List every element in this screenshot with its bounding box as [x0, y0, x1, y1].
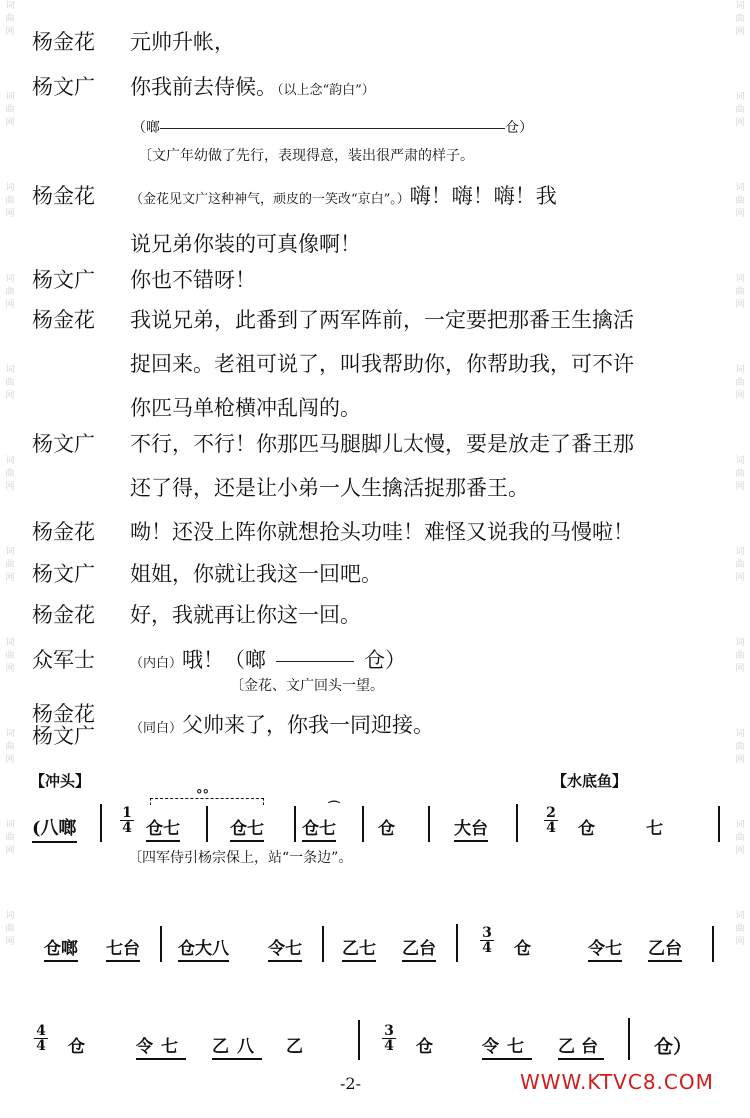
speaker-name: 杨金花	[32, 520, 95, 544]
speaker-name: 杨金花	[32, 603, 95, 627]
gong-close: 仓）	[505, 120, 533, 136]
score-cell: 仓	[514, 939, 531, 959]
bar-line	[428, 806, 430, 842]
ts-denominator: 4	[384, 1038, 394, 1054]
speaker-name: 杨金花	[32, 30, 95, 54]
score-cell: 令七	[268, 934, 302, 962]
site-watermark: WWW.KTVC8.COM	[520, 1070, 714, 1094]
ts-numerator: 3	[382, 1024, 396, 1039]
speech-cont: 捉回来。老祖可说了，叫我帮助你，你帮助我，可不许	[130, 352, 634, 376]
dialogue-line	[32, 308, 724, 428]
dialogue-line	[32, 268, 724, 298]
time-signature	[34, 1024, 48, 1053]
bar-line	[358, 1020, 360, 1060]
time-signature	[382, 1024, 396, 1053]
speech-text: 你也不错呀！	[130, 268, 256, 292]
speech-main: 我说兄弟，此番到了两军阵前，一定要把那番王生擒活	[130, 308, 634, 332]
bar-line	[712, 926, 714, 962]
dialogue-line	[32, 30, 724, 60]
dialogue-line	[32, 184, 724, 254]
speech-text	[130, 422, 724, 510]
score-cell: 仓七	[230, 814, 264, 842]
score-cell: 七台	[106, 934, 140, 962]
speaker-name: 杨文广	[32, 432, 95, 456]
speaker-name: 杨金花	[32, 702, 95, 726]
ts-numerator: 4	[34, 1024, 48, 1039]
ts-denominator: 4	[546, 820, 556, 836]
stage-note: （金花见文广这种神气，顽皮的一笑改“京白”。）	[130, 192, 410, 207]
speaker-name: 杨文广	[32, 75, 95, 99]
score-cell: 仓	[68, 1037, 85, 1057]
score-row	[32, 788, 732, 852]
percussion-label: 【冲头】	[30, 772, 91, 790]
speech-main: 哦！（啷	[182, 648, 267, 672]
speech-text	[130, 638, 724, 686]
score-cell: (八啷	[32, 814, 77, 843]
speech-main: 不行，不行！你那匹马腿脚儿太慢，要是放走了番王那	[130, 432, 634, 456]
stage-note: （内白）	[130, 656, 183, 671]
score-cell: 乙台	[558, 1032, 604, 1060]
stage-direction: 〔四军侍引杨宗保上，站“一条边”。	[128, 850, 353, 866]
speech-text: 元帅升帐，	[130, 30, 235, 54]
ts-numerator: 1	[120, 806, 134, 821]
speaker-name: 杨金花	[32, 184, 95, 208]
ts-denominator: 4	[482, 940, 492, 956]
stage-direction: 〔文广年幼做了先行，表现得意，装出很严肃的样子。	[138, 148, 474, 164]
bar-line	[294, 806, 296, 842]
percussion-label: 【水底鱼】	[552, 772, 628, 790]
dots-mark: °°	[196, 788, 209, 803]
score-cell: 仓	[378, 819, 395, 839]
score-row	[32, 912, 732, 972]
page-number: -2-	[340, 1074, 361, 1093]
speaker-name: 杨文广	[32, 562, 95, 586]
speech-main: 嗨！嗨！嗨！我	[409, 184, 557, 208]
speech-cont: 说兄弟你装的可真像啊！	[130, 232, 361, 256]
ts-denominator: 4	[36, 1038, 46, 1054]
bar-line	[628, 1018, 630, 1060]
bar-line	[516, 804, 518, 842]
score-cell: 令七	[482, 1032, 532, 1060]
ts-numerator: 2	[544, 806, 558, 821]
score-cell: 令七	[588, 934, 622, 962]
speaker-name: 杨文广	[32, 724, 95, 748]
speaker-names	[32, 703, 128, 747]
score-cell: 仓	[416, 1037, 433, 1057]
bar-line	[100, 804, 102, 842]
time-signature	[480, 926, 494, 955]
speech-text: 呦！还没上阵你就想抢头功哇！难怪又说我的马慢啦！	[130, 520, 634, 544]
dialogue-line	[32, 603, 724, 633]
stage-note: （以上念“韵白”）	[277, 83, 375, 98]
stage-direction: 〔金花、文广回头一望。	[230, 678, 384, 694]
watermark-left: 词 曲 网 词 曲 网 词 曲 网 词 曲 网 词 曲 网 词 曲 网 词 曲 网 词 曲 网 词 曲 网 词 曲 网 词 曲 网	[5, 1, 15, 947]
score-cell: 七	[646, 819, 663, 839]
speaker-name: 杨文广	[32, 268, 95, 292]
score-cell: 令七	[136, 1032, 186, 1060]
time-signature	[544, 806, 558, 835]
speech-text	[130, 65, 724, 113]
dialogue-line	[32, 648, 724, 678]
score-cell: 仓啷	[44, 934, 78, 962]
score-cell: 大台	[454, 814, 488, 842]
gong-notation	[132, 118, 533, 138]
dialogue-line	[32, 520, 724, 550]
bar-line	[206, 806, 208, 842]
dialogue-line	[32, 75, 724, 105]
bar-line	[160, 926, 162, 962]
bar-line	[322, 926, 324, 962]
score-cell: 仓）	[654, 1036, 693, 1058]
stage-note: （同白）	[130, 721, 183, 736]
score-row	[32, 1012, 732, 1072]
speech-text	[130, 174, 724, 266]
gong-open: （啷	[132, 120, 160, 136]
bar-line	[362, 806, 364, 842]
watermark-right: 词 曲 网 词 曲 网 词 曲 网 词 曲 网 词 曲 网 词 曲 网 词 曲 网 词 曲 网 词 曲 网 词 曲 网 词 曲 网	[735, 1, 745, 947]
ts-denominator: 4	[122, 820, 132, 836]
score-cell: 乙八	[212, 1032, 262, 1060]
speaker-name: 众军士	[32, 648, 95, 672]
fermata: ⌒	[328, 800, 341, 814]
dialogue-line	[32, 562, 724, 592]
bar-line	[456, 924, 458, 962]
gong-close: 仓）	[364, 648, 407, 672]
score-cell: 乙	[286, 1037, 303, 1057]
dialogue-line	[32, 432, 724, 512]
speech-main: 你我前去侍候。	[130, 75, 277, 99]
ts-numerator: 3	[480, 926, 494, 941]
speech-cont: 还了得，还是让小弟一人生擒活捉那番王。	[130, 476, 529, 500]
bar-line	[718, 806, 720, 842]
score-cell: 乙七	[342, 934, 376, 962]
score-cell: 仓七	[146, 814, 180, 842]
speech-main: 父帅来了，你我一同迎接。	[182, 713, 435, 737]
gong-wave	[160, 128, 505, 129]
score-cell: 仓七	[302, 814, 336, 842]
score-cell: 仓大八	[178, 934, 229, 962]
time-signature	[120, 806, 134, 835]
speech-text	[130, 703, 724, 751]
speech-text: 好，我就再让你这一回。	[130, 603, 361, 627]
gong-wave	[276, 661, 354, 662]
speech-text	[130, 298, 724, 430]
dialogue-line	[32, 703, 724, 751]
speech-cont: 你匹马单枪横冲乱闯的。	[130, 396, 361, 420]
speech-text: 姐姐，你就让我这一回吧。	[130, 562, 382, 586]
speaker-name: 杨金花	[32, 308, 95, 332]
score-cell: 乙台	[648, 934, 682, 962]
score-cell: 仓	[578, 819, 595, 839]
score-cell: 乙台	[402, 934, 436, 962]
